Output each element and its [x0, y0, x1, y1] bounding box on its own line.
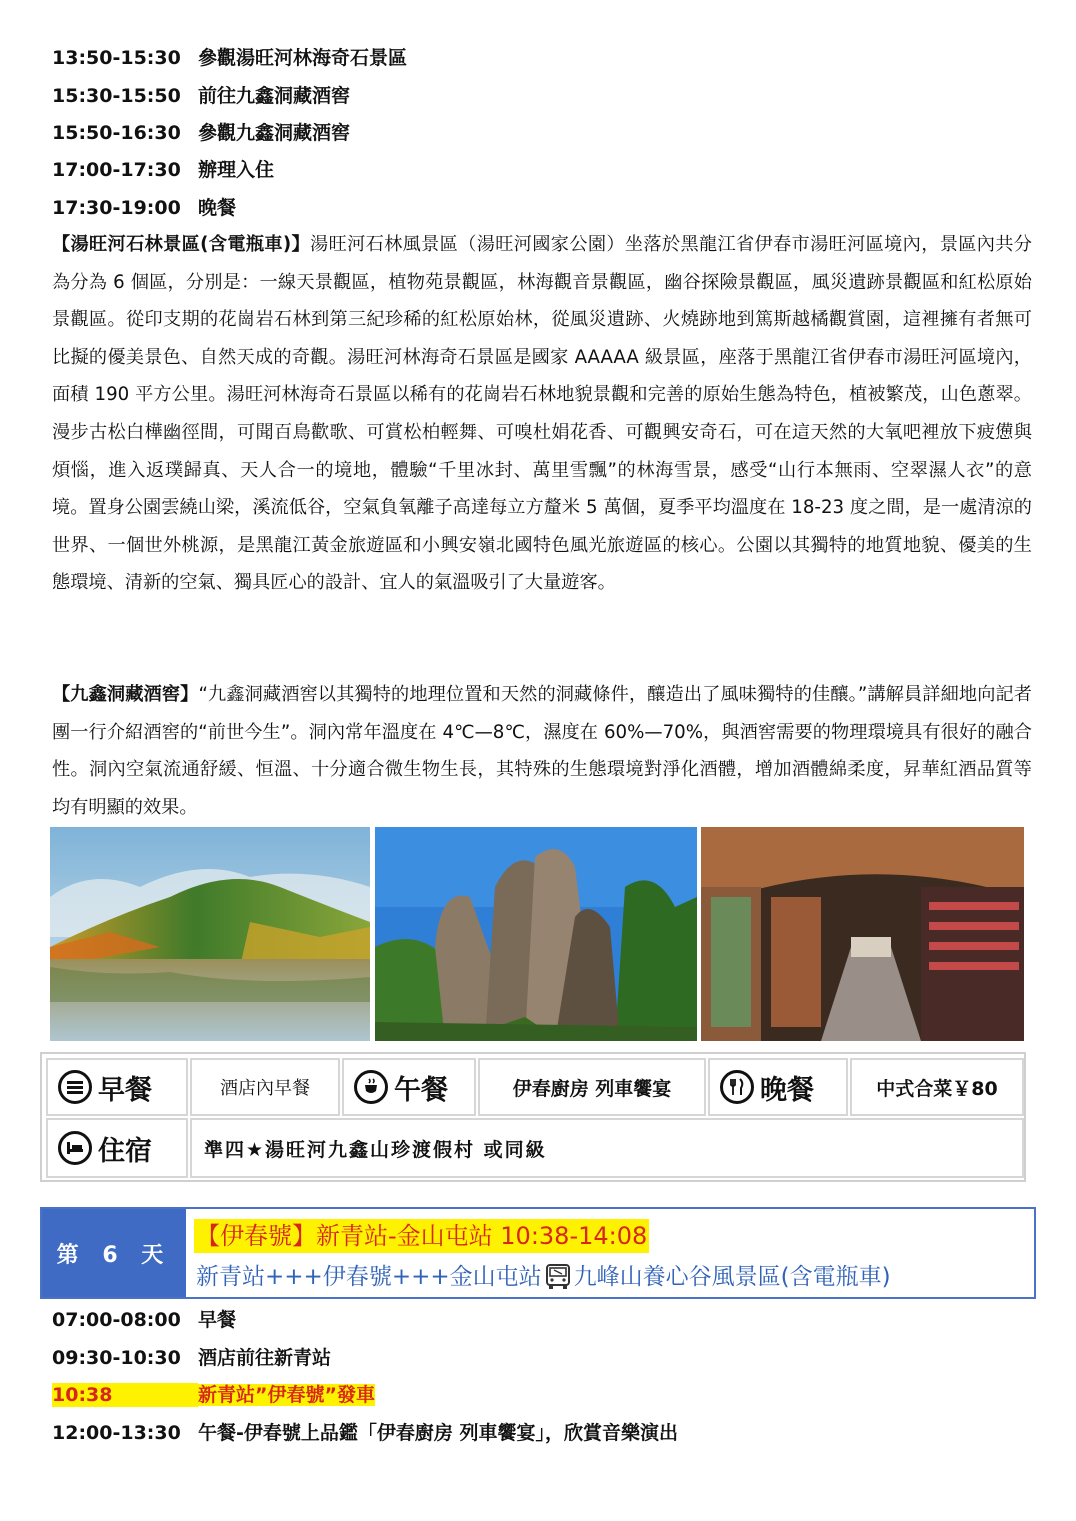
photo-strip — [50, 827, 1024, 1041]
schedule-activity: 前往九鑫洞藏酒窖 — [198, 85, 351, 107]
schedule-time: 07:00-08:00 — [52, 1309, 181, 1331]
schedule-activity: 辦理入住 — [198, 159, 275, 181]
stone-forest-photo — [375, 827, 697, 1041]
schedule-time: 15:50-16:30 — [52, 122, 181, 144]
lodging-value: 準四★湯旺河九鑫山珍渡假村 或同級 — [204, 1138, 547, 1161]
lodging-label-cell — [46, 1118, 188, 1178]
dinner-value: 中式合菜￥80 — [876, 1077, 998, 1100]
lodging-icon — [58, 1131, 92, 1165]
dinner-icon — [720, 1070, 754, 1104]
route-part-a: 新青站+++伊春號+++金山屯站 — [196, 1264, 542, 1290]
wine-cellar-photo — [701, 827, 1024, 1041]
schedule-activity: 參觀湯旺河林海奇石景區 — [198, 47, 408, 69]
schedule-row — [52, 121, 350, 145]
breakfast-label: 早餐 — [98, 1074, 152, 1106]
section-title: 【九鑫洞藏酒窖】 — [52, 684, 199, 705]
lake-forest-photo — [50, 827, 370, 1041]
schedule-activity: 新青站”伊春號”發車 — [198, 1384, 375, 1406]
schedule-time: 09:30-10:30 — [52, 1347, 181, 1369]
tangwanghe-description — [52, 226, 1032, 602]
schedule-activity: 午餐-伊春號上品鑑「伊春廚房 列車饗宴」，欣賞音樂演出 — [198, 1422, 679, 1444]
schedule-row — [52, 1308, 236, 1332]
lunch-label: 午餐 — [394, 1074, 448, 1106]
schedule-time: 17:00-17:30 — [52, 159, 181, 181]
lunch-icon — [354, 1070, 388, 1104]
schedule-activity: 酒店前往新青站 — [198, 1347, 332, 1369]
breakfast-icon — [58, 1070, 92, 1104]
schedule-time: 10:38 — [52, 1383, 198, 1407]
route-part-b: 九峰山養心谷風景區(含電瓶車) — [573, 1264, 891, 1290]
dinner-label-cell — [708, 1058, 848, 1116]
schedule-activity: 早餐 — [198, 1309, 237, 1331]
section-body: “九鑫洞藏酒窖以其獨特的地理位置和天然的洞藏條件，釀造出了風味獨特的佳釀。”講解員詳細地向記者團一行介紹酒窖的“前世今生”。洞內常年溫度在 4℃—8℃，濕度在 60%—70%，與酒窖需要的物理環境具有很好的融合性。洞內空氣流通舒緩、恒溫、十分適合微生物生長，其特殊的生態環境對淨化酒體，增加酒體綿柔度，昇華紅酒品質等均有明顯的效果。 — [52, 684, 1032, 818]
schedule-activity: 參觀九鑫洞藏酒窖 — [198, 122, 351, 144]
lodging-value-cell — [190, 1118, 1024, 1178]
day-headline: 【伊春號】新青站-金山屯站 10:38-14:08 — [194, 1219, 649, 1253]
breakfast-value-cell — [190, 1058, 340, 1116]
schedule-row — [52, 196, 236, 220]
lunch-value-cell — [478, 1058, 706, 1116]
section-body: 湯旺河石林風景區（湯旺河國家公園）坐落於黑龍江省伊春市湯旺河區境內，景區內共分為分為 6 個區，分別是：一線天景觀區，植物苑景觀區，林海觀音景觀區，幽谷探險景觀區，風災遺跡景觀區和紅松原始景觀區。從印支期的花崗岩石林到第三紀珍稀的紅松原始林，從風災遺跡、火燒跡地到篤斯越橘觀賞園，這裡擁有者無可比擬的優美景色、自然天成的奇觀。湯旺河林海奇石景區是國家 AAAAA 級景區，座落于黑龍江省伊春市湯旺河區境內，面積 190 平方公里。湯旺河林海奇石景區以稀有的花崗岩石林地貌景觀和完善的原始生態為特色，植被繁茂，山色蔥翠。漫步古松白樺幽徑間，可聞百鳥歡歌、可賞松柏輕舞、可嗅杜娟花香、可觀興安奇石，可在這天然的大氧吧裡放下疲憊與煩惱，進入返璞歸真、天人合一的境地，體驗“千里冰封、萬里雪飄”的林海雪景，感受“山行本無雨、空翠濕人衣”的意境。置身公園雲繞山梁，溪流低谷，空氣負氧離子高達每立方釐米 5 萬個，夏季平均溫度在 18-23 度之間，是一處清涼的世界、一個世外桃源，是黑龍江黃金旅遊區和小興安嶺北國特色風光旅遊區的核心。公園以其獨特的地質地貌、優美的生態環境、清新的空氣、獨具匠心的設計、宜人的氣溫吸引了大量遊客。 — [52, 234, 1032, 594]
breakfast-value: 酒店內早餐 — [220, 1078, 310, 1099]
schedule-time: 17:30-19:00 — [52, 197, 181, 219]
schedule-row-highlight — [52, 1383, 375, 1407]
lodging-label: 住宿 — [98, 1135, 152, 1167]
schedule-row — [52, 46, 407, 70]
day-route — [196, 1261, 891, 1293]
schedule-row — [52, 1421, 678, 1445]
meals-table — [40, 1052, 1026, 1182]
schedule-row — [52, 84, 350, 108]
schedule-activity: 晚餐 — [198, 197, 237, 219]
schedule-time: 12:00-13:30 — [52, 1422, 181, 1444]
lunch-value: 伊春廚房 列車饗宴 — [512, 1077, 672, 1100]
dinner-label: 晚餐 — [760, 1074, 814, 1106]
schedule-time: 15:30-15:50 — [52, 85, 181, 107]
schedule-row — [52, 1346, 331, 1370]
bus-icon — [543, 1262, 573, 1292]
schedule-time: 13:50-15:30 — [52, 47, 181, 69]
jiuxin-description — [52, 676, 1032, 826]
day-badge: 第 6 天 — [42, 1209, 186, 1297]
dinner-value-cell — [850, 1058, 1024, 1116]
day-header — [40, 1207, 1036, 1299]
breakfast-label-cell — [46, 1058, 188, 1116]
schedule-row — [52, 158, 274, 182]
section-title: 【湯旺河石林景區(含電瓶車)】 — [52, 234, 311, 255]
lunch-label-cell — [342, 1058, 476, 1116]
